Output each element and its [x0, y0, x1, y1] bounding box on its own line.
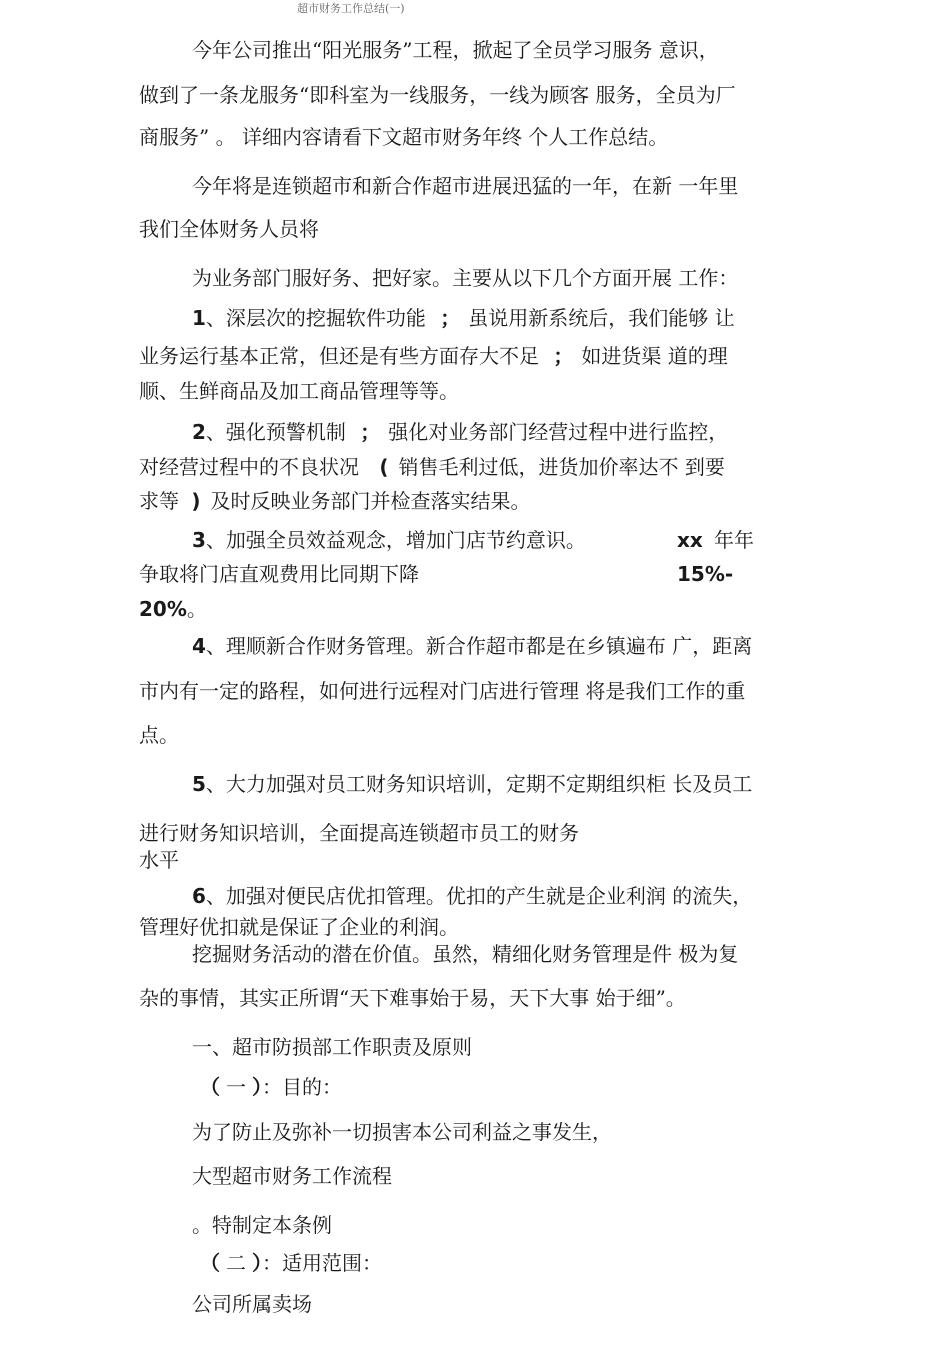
paragraph-line: 为了防止及弥补一切损害本公司利益之事发生， — [192, 1120, 612, 1144]
item-text: 如进货渠 道的理 — [581, 344, 728, 368]
paragraph-line: 大型超市财务工作流程 — [192, 1164, 392, 1188]
list-item-line: 市内有一定的路程，如何进行远程对门店进行管理 将是我们工作的重 — [139, 679, 746, 703]
paren-close: ) — [191, 489, 201, 513]
paragraph-line: 今年公司推出“阳光服务”工程，掀起了全员学习服务 意识， — [192, 38, 719, 62]
paren-close: ） — [252, 1075, 262, 1099]
list-item-line: 争取将门店直观费用比同期下降 — [139, 562, 419, 586]
paragraph-line: 做到了一条龙服务“即科室为一线服务，一线为顾客 服务，全员为厂 — [139, 83, 736, 107]
paren-open: ( — [379, 455, 389, 479]
item-text: 、加强全员效益观念，增加门店节约意识。 — [205, 528, 586, 552]
list-item-2 — [192, 420, 728, 444]
list-item-1 — [192, 306, 735, 330]
paragraph-line: 。特制定本条例 — [192, 1213, 332, 1237]
list-item-line — [139, 489, 531, 513]
item-text: 、大力加强对员工财务知识培训，定期不定期组织柜 长及员工 — [205, 772, 753, 796]
list-item-6 — [192, 884, 752, 908]
paragraph-line: 挖掘财务活动的潜在价值。虽然，精细化财务管理是件 极为复 — [192, 942, 739, 966]
semicolon: ； — [360, 420, 381, 444]
item-number: 4 — [192, 634, 206, 658]
paragraph-line: 今年将是连锁超市和新合作超市进展迅猛的一年，在新 一年里 — [192, 174, 739, 198]
semicolon: ； — [553, 344, 574, 368]
list-item-line — [139, 597, 207, 621]
subsection-number: 一 — [226, 1075, 246, 1099]
period: 。 — [186, 597, 207, 621]
paren-open: （ — [200, 1075, 220, 1099]
item-text: 、深层次的挖掘软件功能 — [205, 306, 426, 330]
subsection-number: 二 — [226, 1251, 246, 1275]
item-text: 对经营过程中的不良状况 — [139, 455, 359, 479]
item-text: 求等 — [139, 489, 179, 513]
list-item-line — [139, 344, 728, 368]
list-item-line: 顺、生鲜商品及加工商品管理等等。 — [139, 379, 459, 403]
item-text: 销售毛利过低，进货加价率达不 到要 — [398, 455, 725, 479]
list-item-5 — [192, 772, 752, 796]
subsection-title: ：目的： — [262, 1075, 342, 1099]
list-item-line: 点。 — [139, 723, 179, 747]
item-text: 、理顺新合作财务管理。新合作超市都是在乡镇遍布 广，距离 — [205, 634, 753, 658]
list-item-line: 水平 — [139, 848, 179, 872]
subsection-heading — [200, 1075, 342, 1099]
paren-close: ） — [252, 1251, 262, 1275]
list-item-3 — [192, 528, 586, 552]
item-number: 1 — [192, 306, 206, 330]
item-text: 虽说用新系统后，我们能够 让 — [468, 306, 735, 330]
paragraph-line: 杂的事情，其实正所谓“天下难事始于易，天下大事 始于细”。 — [139, 986, 686, 1010]
item-text: 业务运行基本正常，但还是有些方面存大不足 — [139, 344, 539, 368]
item-text: 及时反映业务部门并检查落实结果。 — [210, 489, 531, 513]
subsection-heading — [200, 1251, 382, 1275]
item-text: 、加强对便民店优扣管理。优扣的产生就是企业利润 的流失， — [205, 884, 753, 908]
paragraph-line: 商服务” 。 详细内容请看下文超市财务年终 个人工作总结。 — [139, 125, 669, 149]
item-number: 2 — [192, 420, 206, 444]
item-text: 年年 — [714, 528, 754, 552]
semicolon: ； — [440, 306, 461, 330]
percentage: 15%- — [677, 562, 734, 586]
item-number: 3 — [192, 528, 206, 552]
item-number: 5 — [192, 772, 206, 796]
list-item-line: 进行财务知识培训，全面提高连锁超市员工的财务 — [139, 821, 579, 845]
paren-open: （ — [200, 1251, 220, 1275]
paragraph-line: 为业务部门服好务、把好家。主要从以下几个方面开展 工作： — [192, 266, 739, 290]
list-item-4 — [192, 634, 752, 658]
placeholder-xx: xx — [677, 528, 703, 552]
section-heading: 一、超市防损部工作职责及原则 — [192, 1035, 472, 1059]
list-item-line: 管理好优扣就是保证了企业的利润。 — [139, 915, 459, 939]
item-text: 强化对业务部门经营过程中进行监控， — [388, 420, 729, 444]
list-item-line — [139, 455, 725, 479]
item-number: 6 — [192, 884, 206, 908]
paragraph-line: 公司所属卖场 — [192, 1292, 312, 1316]
page-header: 超市财务工作总结(一) — [297, 2, 405, 15]
item-text: 、强化预警机制 — [205, 420, 346, 444]
paragraph-line: 我们全体财务人员将 — [139, 217, 319, 241]
subsection-title: ：适用范围： — [262, 1251, 382, 1275]
percentage: 20% — [139, 597, 187, 621]
